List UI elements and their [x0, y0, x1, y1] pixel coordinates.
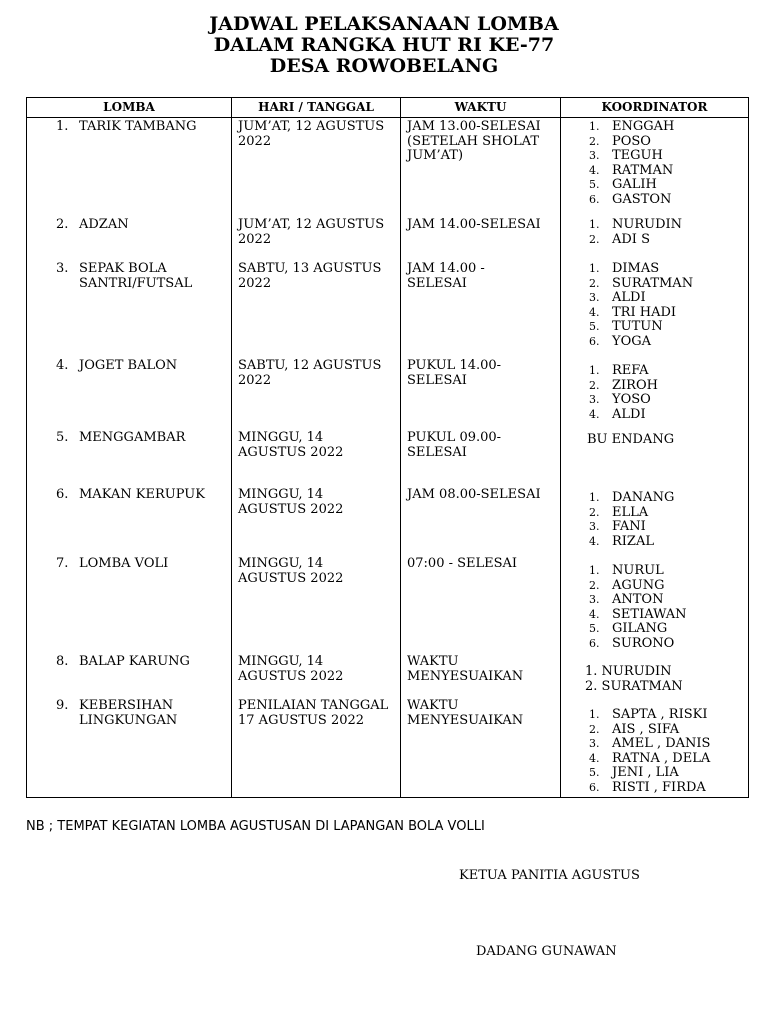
hari-tanggal-line: AGUSTUS 2022	[238, 570, 344, 586]
koordinator-name: DIMAS	[612, 261, 660, 276]
koordinator-name: ANTON	[612, 592, 664, 607]
koordinator-number: 4.	[589, 534, 600, 548]
koordinator-list-item	[587, 364, 748, 379]
koordinator-name: DANANG	[612, 490, 675, 505]
waktu-line: 07:00 - SELESAI	[407, 556, 518, 571]
waktu	[401, 120, 560, 164]
hari-tanggal-line: JUM’AT, 12 AGUSTUS	[238, 217, 385, 232]
koordinator-list-item	[587, 579, 748, 594]
signature-role: KETUA PANITIA AGUSTUS	[459, 868, 640, 883]
lomba-number: 8.	[56, 654, 69, 669]
hari-tanggal-line: SABTU, 12 AGUSTUS	[238, 358, 382, 373]
hari-tanggal-line: 2022	[238, 372, 272, 388]
koordinator-number: 4.	[589, 607, 600, 621]
lomba-number: 1.	[56, 119, 69, 134]
koordinator-number: 5.	[589, 320, 600, 333]
koordinator-number: 1.	[589, 262, 600, 275]
koordinator-number: 1.	[589, 120, 600, 133]
waktu-line: WAKTU	[407, 698, 459, 713]
lomba-name-line: SEPAK BOLA	[79, 261, 167, 276]
hari-tanggal	[232, 699, 400, 728]
waktu-line: MENYESUAIKAN	[407, 668, 524, 684]
koordinator-number: 1.	[589, 491, 600, 504]
hari-tanggal-line: AGUSTUS 2022	[238, 501, 344, 517]
koordinator-name: TUTUN	[612, 319, 663, 334]
lomba-item	[27, 655, 231, 670]
koordinator-name: NURUDIN	[612, 217, 683, 232]
table-body-row	[27, 118, 749, 798]
waktu	[401, 359, 560, 388]
koordinator-name: JENI , LIA	[612, 765, 679, 780]
lomba-name-line: ADZAN	[79, 217, 129, 232]
koordinator-number: 5.	[589, 178, 600, 191]
koordinator-number: 5.	[589, 622, 600, 635]
koordinator-number: 3.	[589, 593, 600, 606]
koordinator-number: 2.	[589, 276, 600, 290]
lomba-name-line: SANTRI/FUTSAL	[79, 275, 193, 291]
hari-tanggal	[232, 218, 400, 247]
lomba-name	[79, 557, 231, 572]
waktu-line: JAM 08.00-SELESAI	[407, 487, 541, 502]
hari-tanggal-line: PENILAIAN TANGGAL	[238, 698, 389, 713]
waktu-line: SELESAI	[407, 275, 467, 291]
lomba-name	[79, 431, 231, 446]
lomba-number: 4.	[56, 358, 69, 373]
koordinator-name: AIS , SIFA	[612, 721, 680, 737]
waktu-line: MENYESUAIKAN	[407, 712, 524, 728]
hari-tanggal-line: MINGGU, 14	[238, 556, 324, 571]
header-lomba: LOMBA	[27, 98, 232, 118]
koordinator-name: REFA	[612, 363, 649, 378]
koordinator-name: NURUL	[612, 563, 664, 578]
koordinator-list-item	[587, 766, 748, 781]
koordinator-list-item	[587, 291, 748, 306]
koordinator	[561, 120, 748, 207]
lomba-item	[27, 120, 231, 135]
koordinator-list	[587, 708, 748, 795]
hari-tanggal	[232, 359, 400, 388]
koordinator-number: 2.	[589, 578, 600, 592]
header-hari-tanggal: HARI / TANGGAL	[232, 98, 401, 118]
koordinator-list	[587, 564, 748, 651]
koordinator-list-item	[587, 320, 748, 335]
waktu-line: PUKUL 14.00-	[407, 358, 502, 373]
waktu	[401, 431, 560, 460]
koordinator-list	[587, 218, 748, 247]
koordinator-list-item	[587, 335, 748, 350]
koordinator-number: 6.	[589, 192, 600, 206]
waktu	[401, 655, 560, 684]
lomba-item	[27, 488, 231, 503]
koordinator-number: 5.	[589, 766, 600, 779]
koordinator-number: 4.	[589, 751, 600, 765]
koordinator-list-item	[587, 218, 748, 233]
koordinator-name: BU ENDANG	[587, 432, 675, 447]
koordinator	[561, 433, 748, 448]
koordinator-list-item	[587, 408, 748, 423]
koordinator-name: GILANG	[612, 621, 668, 636]
lomba-name-line: TARIK TAMBANG	[79, 119, 197, 134]
hari-tanggal-line: MINGGU, 14	[238, 654, 324, 669]
header-koordinator: KOORDINATOR	[561, 98, 749, 118]
koordinator-number: 4.	[589, 305, 600, 319]
lomba-name	[79, 120, 231, 135]
lomba-name-line: JOGET BALON	[79, 358, 178, 373]
koordinator-list-item	[587, 723, 748, 738]
koordinator-list-item	[587, 520, 748, 535]
koordinator-name: YOSO	[612, 392, 651, 407]
title-line-1: JADWAL PELAKSANAAN LOMBA	[209, 13, 559, 35]
koordinator-number: 2.	[589, 505, 600, 519]
column-waktu	[401, 118, 561, 798]
koordinator-list-item	[587, 306, 748, 321]
koordinator-name: SETIAWAN	[612, 606, 687, 622]
koordinator-number: 6.	[589, 780, 600, 794]
koordinator	[561, 708, 748, 795]
koordinator-name: AGUNG	[612, 577, 665, 593]
lomba-name-line: LINGKUNGAN	[79, 712, 178, 728]
koordinator-list-item	[587, 564, 748, 579]
koordinator-number: 3.	[589, 291, 600, 304]
hari-tanggal	[232, 431, 400, 460]
lomba-item	[27, 431, 231, 446]
koordinator-name: FANI	[612, 519, 646, 534]
koordinator-name: POSO	[612, 133, 651, 149]
column-lomba	[27, 118, 232, 798]
koordinator-list-item	[587, 637, 748, 652]
header-waktu: WAKTU	[401, 98, 561, 118]
document-title	[0, 14, 768, 77]
lomba-name-line: BALAP KARUNG	[79, 654, 190, 669]
koordinator-name: SURATMAN	[612, 275, 694, 291]
koordinator-list	[587, 491, 748, 549]
lomba-name	[79, 359, 231, 374]
hari-tanggal-line: SABTU, 13 AGUSTUS	[238, 261, 382, 276]
hari-tanggal	[232, 488, 400, 517]
koordinator-name: ELLA	[612, 504, 649, 520]
hari-tanggal	[232, 557, 400, 586]
koordinator-name: SURONO	[612, 635, 675, 651]
waktu	[401, 262, 560, 291]
waktu-line: JAM 14.00 -	[407, 261, 485, 276]
waktu-line: SELESAI	[407, 372, 467, 388]
koordinator-list-item	[587, 737, 748, 752]
koordinator-number: 3.	[589, 520, 600, 533]
koordinator-number: 1.	[589, 364, 600, 377]
koordinator-name: RATMAN	[612, 162, 674, 178]
koordinator-list	[587, 262, 748, 349]
koordinator-number: 2.	[589, 378, 600, 392]
lomba-item	[27, 359, 231, 374]
koordinator-list-item	[587, 120, 748, 135]
koordinator-number: 4.	[589, 163, 600, 177]
title-line-2: DALAM RANGKA HUT RI KE-77	[213, 34, 555, 56]
hari-tanggal	[232, 262, 400, 291]
title-line-3: DESA ROWOBELANG	[269, 55, 499, 77]
lomba-number: 7.	[56, 556, 69, 571]
lomba-number: 6.	[56, 487, 69, 502]
koordinator-number: 2.	[589, 232, 600, 246]
hari-tanggal-line: AGUSTUS 2022	[238, 668, 344, 684]
koordinator-number: 2.	[589, 134, 600, 148]
koordinator-number: 6.	[589, 636, 600, 650]
lomba-name-line: MENGGAMBAR	[79, 430, 186, 445]
koordinator-list	[587, 364, 748, 422]
koordinator-list-item	[587, 379, 748, 394]
hari-tanggal	[232, 120, 400, 149]
lomba-number: 2.	[56, 217, 69, 232]
hari-tanggal-line: JUM’AT, 12 AGUSTUS	[238, 119, 385, 134]
hari-tanggal-line: MINGGU, 14	[238, 430, 324, 445]
hari-tanggal	[232, 655, 400, 684]
koordinator-number: 4.	[589, 407, 600, 421]
koordinator-name: RIZAL	[612, 533, 654, 549]
hari-tanggal-line: AGUSTUS 2022	[238, 444, 344, 460]
koordinator-list-item	[587, 608, 748, 623]
koordinator-list-item	[587, 164, 748, 179]
koordinator-list-item	[587, 178, 748, 193]
waktu-line: JAM 13.00-SELESAI	[407, 119, 541, 134]
waktu-line: WAKTU	[407, 654, 459, 669]
schedule-table	[26, 97, 749, 798]
koordinator	[561, 364, 748, 422]
koordinator-name: RATNA , DELA	[612, 750, 711, 766]
koordinator-name: RISTI , FIRDA	[612, 779, 706, 795]
koordinator-list-item	[587, 593, 748, 608]
koordinator	[561, 564, 748, 651]
koordinator-name: ALDI	[612, 290, 646, 305]
koordinator-list	[587, 120, 748, 207]
koordinator-name: ZIROH	[612, 377, 658, 393]
lomba-name	[79, 488, 231, 503]
koordinator-name: GASTON	[612, 191, 672, 207]
waktu	[401, 218, 560, 233]
koordinator	[561, 665, 748, 694]
koordinator-list-item	[587, 135, 748, 150]
koordinator-name: 2. SURATMAN	[585, 678, 683, 694]
waktu	[401, 699, 560, 728]
koordinator-name: YOGA	[612, 333, 652, 349]
lomba-item	[27, 262, 231, 291]
koordinator	[561, 262, 748, 349]
koordinator-list-item	[587, 752, 748, 767]
footnote: NB ; TEMPAT KEGIATAN LOMBA AGUSTUSAN DI LAPANGAN BOLA VOLLI	[26, 819, 485, 834]
koordinator-list-item	[587, 622, 748, 637]
waktu-line: JUM’AT)	[407, 148, 464, 163]
koordinator-list-item	[587, 193, 748, 208]
koordinator-number: 3.	[589, 149, 600, 162]
koordinator-list-item	[587, 781, 748, 796]
koordinator-list-item	[587, 708, 748, 723]
koordinator-list-item	[587, 535, 748, 550]
koordinator-list-item	[587, 149, 748, 164]
lomba-name	[79, 262, 231, 291]
column-hari	[232, 118, 401, 798]
waktu	[401, 488, 560, 503]
lomba-name	[79, 218, 231, 233]
waktu-line: PUKUL 09.00-	[407, 430, 502, 445]
lomba-item	[27, 557, 231, 572]
hari-tanggal-line: 17 AGUSTUS 2022	[238, 712, 365, 728]
koordinator-number: 1.	[589, 218, 600, 231]
koordinator-list-item	[587, 277, 748, 292]
koordinator-name: ADI S	[612, 231, 650, 247]
koordinator-number: 3.	[589, 393, 600, 406]
lomba-number: 3.	[56, 261, 69, 276]
koordinator-list-item	[587, 262, 748, 277]
koordinator-name: ALDI	[612, 406, 646, 422]
koordinator	[561, 491, 748, 549]
koordinator-name: SAPTA , RISKI	[612, 707, 708, 722]
lomba-item	[27, 218, 231, 233]
koordinator-name: ENGGAH	[612, 119, 675, 134]
lomba-number: 9.	[56, 698, 69, 713]
koordinator-list-item	[587, 506, 748, 521]
koordinator-number: 1.	[589, 564, 600, 577]
lomba-name	[79, 655, 231, 670]
koordinator-number: 1.	[589, 708, 600, 721]
waktu-line: SELESAI	[407, 444, 467, 460]
waktu-line: (SETELAH SHOLAT	[407, 133, 539, 149]
koordinator-list-item	[587, 393, 748, 408]
koordinator-number: 2.	[589, 722, 600, 736]
koordinator-name: TRI HADI	[612, 304, 677, 320]
koordinator-number: 3.	[589, 737, 600, 750]
koordinator	[561, 218, 748, 247]
koordinator-list-item	[587, 491, 748, 506]
table-header-row	[27, 98, 749, 118]
waktu-line: JAM 14.00-SELESAI	[407, 217, 541, 232]
hari-tanggal-line: 2022	[238, 231, 272, 247]
koordinator-name: TEGUH	[612, 148, 663, 163]
lomba-number: 5.	[56, 430, 69, 445]
lomba-name-line: KEBERSIHAN	[79, 698, 174, 713]
lomba-item	[27, 699, 231, 728]
hari-tanggal-line: 2022	[238, 275, 272, 291]
column-koordinator	[561, 118, 749, 798]
hari-tanggal-line: MINGGU, 14	[238, 487, 324, 502]
hari-tanggal-line: 2022	[238, 133, 272, 149]
lomba-name	[79, 699, 231, 728]
koordinator-name: GALIH	[612, 177, 657, 192]
koordinator-name: 1. NURUDIN	[585, 664, 672, 679]
signature-name: DADANG GUNAWAN	[476, 944, 617, 959]
koordinator-list-item	[587, 233, 748, 248]
koordinator-name: AMEL , DANIS	[612, 736, 711, 751]
lomba-name-line: MAKAN KERUPUK	[79, 487, 205, 502]
lomba-name-line: LOMBA VOLI	[79, 556, 169, 571]
waktu	[401, 557, 560, 572]
koordinator-number: 6.	[589, 334, 600, 348]
